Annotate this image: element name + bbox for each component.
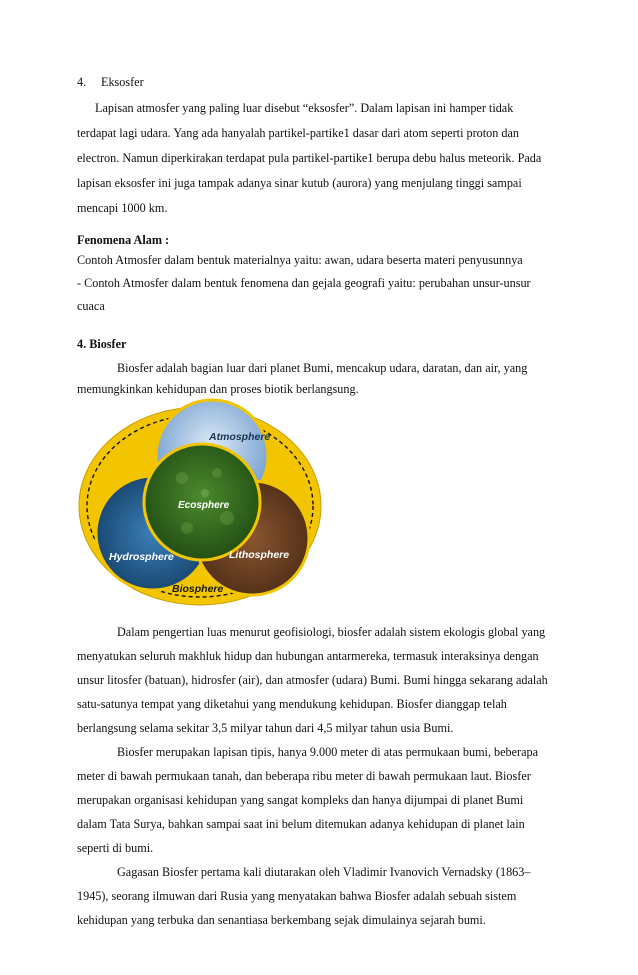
eksosfer-heading bbox=[77, 75, 144, 89]
ecosphere-label: Ecosphere bbox=[178, 500, 230, 511]
biosfer-intro-1: Biosfer adalah bagian luar dari planet Bumi, mencakup udara, daratan, dan air, yang bbox=[117, 361, 528, 375]
eksosfer-title: Eksosfer bbox=[101, 75, 144, 89]
eksosfer-number: 4. bbox=[77, 75, 87, 89]
biosfer-body-1: Dalam pengertian luas menurut geofisiologi, biosfer adalah sistem ekologis global yang bbox=[117, 625, 546, 639]
fenomena-line-1: Contoh Atmosfer dalam bentuk materialnya yaitu: awan, udara beserta materi penyusunnya bbox=[77, 253, 523, 267]
biosfer-body-13: kehidupan yang terbuka dan senantiasa berkembang sejak dimulainya sejarah bumi. bbox=[77, 913, 486, 927]
hydrosphere-label: Hydrosphere bbox=[109, 551, 174, 563]
fenomena-line-3: cuaca bbox=[77, 299, 105, 313]
biosfer-body-4: satu-satunya tempat yang diketahui yang mendukung kehidupan. Biosfer dianggap telah bbox=[77, 697, 507, 711]
biosphere-diagram-svg bbox=[77, 398, 327, 608]
eksosfer-line-4: lapisan eksosfer ini juga tampak adanya sinar kutub (aurora) yang menjulang tinggi sampai bbox=[77, 176, 522, 190]
biosfer-body-9: dalam Tata Surya, bahkan sampai saat ini belum ditemukan adanya kehidupan di planet lain bbox=[77, 817, 525, 831]
biosfer-body-7: meter di bawah permukaan tanah, dan beberapa ribu meter di bawah permukaan laut. Biosfer bbox=[77, 769, 531, 783]
eksosfer-line-1: Lapisan atmosfer yang paling luar disebut “eksosfer”. Dalam lapisan ini hamper tidak bbox=[95, 101, 514, 115]
fenomena-title: Fenomena Alam : bbox=[77, 233, 170, 247]
eksosfer-line-3: electron. Namun diperkirakan terdapat pula partikel-partike1 berupa debu halus meteorik. Pada bbox=[77, 151, 542, 165]
biosfer-body-3: unsur litosfer (batuan), hidrosfer (air), dan atmosfer (udara) Bumi. Bumi hingga sekarang adalah bbox=[77, 673, 548, 687]
biosphere-diagram bbox=[77, 398, 327, 608]
biosfer-title: 4. Biosfer bbox=[77, 337, 127, 351]
biosfer-body-11: Gagasan Biosfer pertama kali diutarakan oleh Vladimir Ivanovich Vernadsky (1863– bbox=[117, 865, 531, 879]
biosfer-body-6: Biosfer merupakan lapisan tipis, hanya 9.000 meter di atas permukaan bumi, beberapa bbox=[117, 745, 539, 759]
biosfer-body-12: 1945), seorang ilmuwan dari Rusia yang menyatakan bahwa Biosfer adalah sebuah sistem bbox=[77, 889, 517, 903]
lithosphere-label: Lithosphere bbox=[229, 549, 290, 561]
biosfer-body-5: berlangsung selama sekitar 3,5 milyar tahun dari 4,5 milyar tahun usia Bumi. bbox=[77, 721, 454, 735]
atmosphere-label: Atmosphere bbox=[209, 431, 271, 443]
biosphere-label: Biosphere bbox=[172, 583, 224, 595]
fenomena-line-2: - Contoh Atmosfer dalam bentuk fenomena dan gejala geografi yaitu: perubahan unsur-unsur bbox=[77, 276, 531, 290]
biosfer-body-10: seperti di bumi. bbox=[77, 841, 154, 855]
biosfer-body-2: menyatukan seluruh makhluk hidup dan hubungan antarmereka, termasuk interaksinya dengan bbox=[77, 649, 539, 663]
biosfer-intro-2: memungkinkan kehidupan dan proses biotik berlangsung. bbox=[77, 382, 359, 396]
biosfer-body-8: merupakan organisasi kehidupan yang sangat kompleks dan hanya dijumpai di planet Bumi bbox=[77, 793, 524, 807]
eksosfer-line-5: mencapi 1000 km. bbox=[77, 201, 168, 215]
eksosfer-line-2: terdapat lagi udara. Yang ada hanyalah partikel-partike1 dasar dari atom seperti proton dan bbox=[77, 126, 519, 140]
